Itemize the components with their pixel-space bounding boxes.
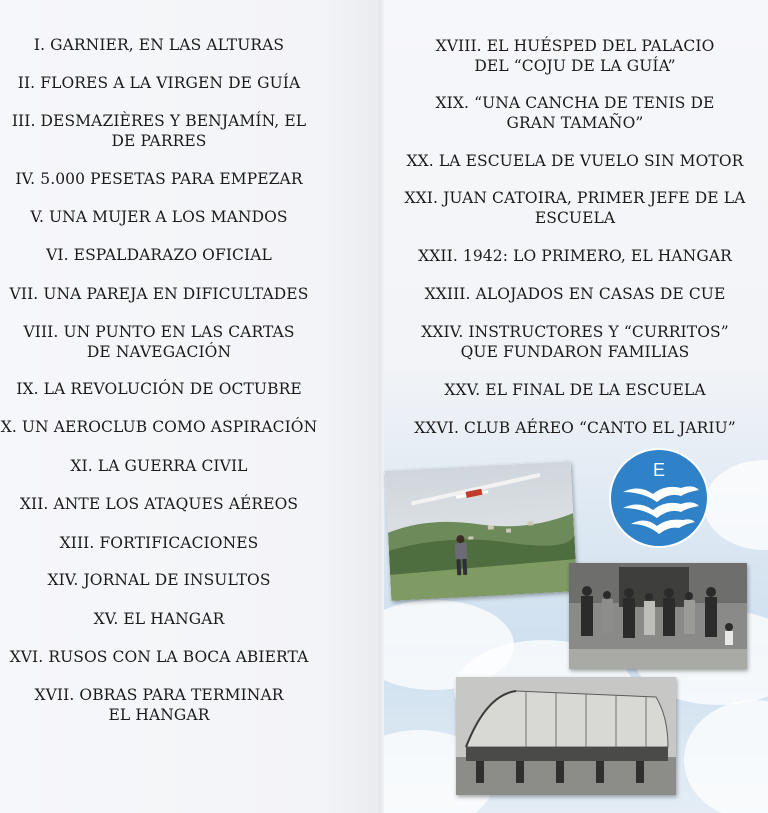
glider-launch-photo (385, 461, 578, 601)
toc-entry: XIV. JORNAL DE INSULTOS (47, 571, 271, 589)
toc-entry: XXVI. CLUB AÉREO “CANTO EL JARIU” (414, 419, 736, 437)
cloud-shape (704, 460, 768, 550)
hangar-photo (456, 677, 676, 795)
toc-entry: XXIII. ALOJADOS EN CASAS DE CUE (424, 285, 726, 303)
toc-entry: XI. LA GUERRA CIVIL (70, 457, 248, 475)
toc-entry: XVI. RUSOS CON LA BOCA ABIERTA (9, 648, 309, 666)
toc-entry: XXI. JUAN CATOIRA, PRIMER JEFE DE LA ESCUELA (404, 189, 746, 227)
toc-entry: XV. EL HANGAR (93, 610, 225, 628)
group-portrait-photo (569, 563, 747, 669)
toc-entry: IV. 5.000 PESETAS PARA EMPEZAR (15, 170, 303, 188)
toc-entry: XIX. “UNA CANCHA DE TENIS DE GRAN TAMAÑO” (435, 94, 715, 132)
group-portrait-icon (569, 563, 747, 669)
toc-entry: XX. LA ESCUELA DE VUELO SIN MOTOR (406, 152, 744, 170)
toc-entry: VI. ESPALDARAZO OFICIAL (46, 246, 272, 264)
cloud-shape (684, 700, 768, 813)
toc-entry: IX. LA REVOLUCIÓN DE OCTUBRE (16, 380, 302, 398)
glider-launch-icon (385, 461, 578, 601)
toc-entry: XIII. FORTIFICACIONES (59, 534, 259, 552)
hangar-icon (456, 677, 676, 795)
emblem-letter: E (652, 460, 666, 480)
toc-entry: VIII. UN PUNTO EN LAS CARTAS DE NAVEGACIÓN (23, 323, 295, 361)
toc-entry: XVIII. EL HUÉSPED DEL PALACIO DEL “COJU DE LA GUÍA” (435, 37, 715, 75)
toc-entry: XII. ANTE LOS ATAQUES AÉREOS (19, 495, 299, 513)
toc-entry: I. GARNIER, EN LAS ALTURAS (33, 36, 285, 54)
gliding-emblem-icon (607, 446, 711, 550)
toc-entry: XXIV. INSTRUCTORES Y “CURRITOS” QUE FUNDARON FAMILIAS (421, 323, 729, 361)
toc-entry: VII. UNA PAREJA EN DIFICULTADES (9, 285, 309, 303)
toc-entry: XVII. OBRAS PARA TERMINAR EL HANGAR (34, 686, 284, 724)
toc-entry: II. FLORES A LA VIRGEN DE GUÍA (17, 74, 301, 92)
toc-entry: X. UN AEROCLUB COMO ASPIRACIÓN (0, 418, 318, 436)
toc-entry: III. DESMAZIÈRES Y BENJAMÍN, EL DE PARRES (11, 112, 307, 150)
toc-entry: XXII. 1942: LO PRIMERO, EL HANGAR (418, 247, 732, 265)
toc-entry: V. UNA MUJER A LOS MANDOS (30, 208, 288, 226)
toc-entry: XXV. EL FINAL DE LA ESCUELA (444, 381, 706, 399)
